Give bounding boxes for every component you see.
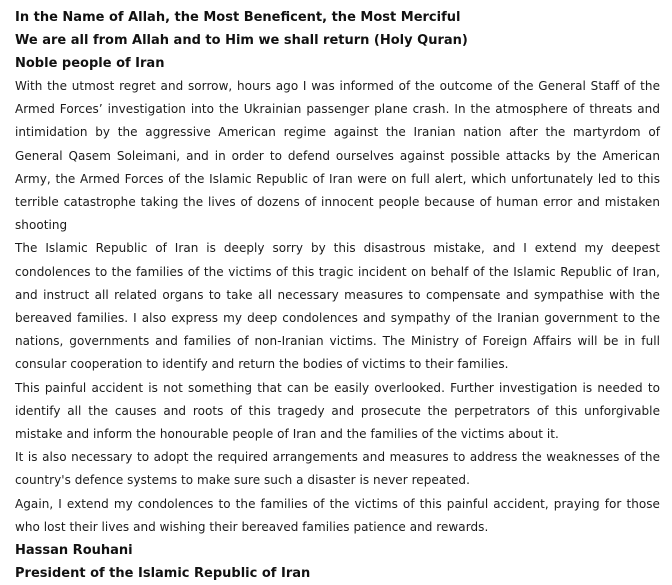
paragraph-defence-measures: It is also necessary to adopt the required arrangements and measures to address the weaknesses of the country's defence systems to make sure such a disaster is never repeated.	[15, 450, 660, 488]
heading-bismillah: In the Name of Allah, the Most Beneficent, the Most Merciful	[15, 10, 461, 25]
paragraph-condolences: The Islamic Republic of Iran is deeply sorry by this disastrous mistake, and I extend my deepest condolences to the families of the victims of this tragic incident on behalf of the Islamic Republic of Iran, and instruct all related organs to take all necessary measures to compensate and sympathise with the bereaved families. I also express my deep condolences and sympathy of the Iranian government to the nations, governments and families of non-Iranian victims. The Ministry of Foreign Affairs will be in full consular cooperation to identify and return the bodies of victims to their families.	[15, 241, 660, 372]
salutation: Noble people of Iran	[15, 56, 165, 71]
statement-document	[15, 6, 660, 585]
paragraph-further-investigation: This painful accident is not something that can be easily overlooked. Further investigation is needed to identify all the causes and roots of this tragedy and prosecute the perpetrators of this unforgivable mistake and inform the honourable people of Iran and the families of the victims about it.	[15, 380, 660, 442]
signature-title: President of the Islamic Republic of Iran	[15, 566, 311, 582]
paragraph-closing: Again, I extend my condolences to the families of the victims of this painful accident, praying for those who lost their lives and wishing their bereaved families patience and rewards.	[15, 496, 660, 534]
heading-quran-verse: We are all from Allah and to Him we shall return (Holy Quran)	[15, 33, 468, 48]
paragraph-investigation: With the utmost regret and sorrow, hours ago I was informed of the outcome of the General Staff of the Armed Forces’ investigation into the Ukrainian passenger plane crash. In the atmosphere of threats and intimidation by the aggressive American regime against the Iranian nation after the martyrdom of General Qasem Soleimani, and in order to defend ourselves against possible attacks by the American Army, the Armed Forces of the Islamic Republic of Iran were on full alert, which unfortunately led to this terrible catastrophe taking the lives of dozens of innocent people because of human error and mistaken shooting	[15, 79, 660, 233]
signature-name: Hassan Rouhani	[15, 543, 133, 559]
